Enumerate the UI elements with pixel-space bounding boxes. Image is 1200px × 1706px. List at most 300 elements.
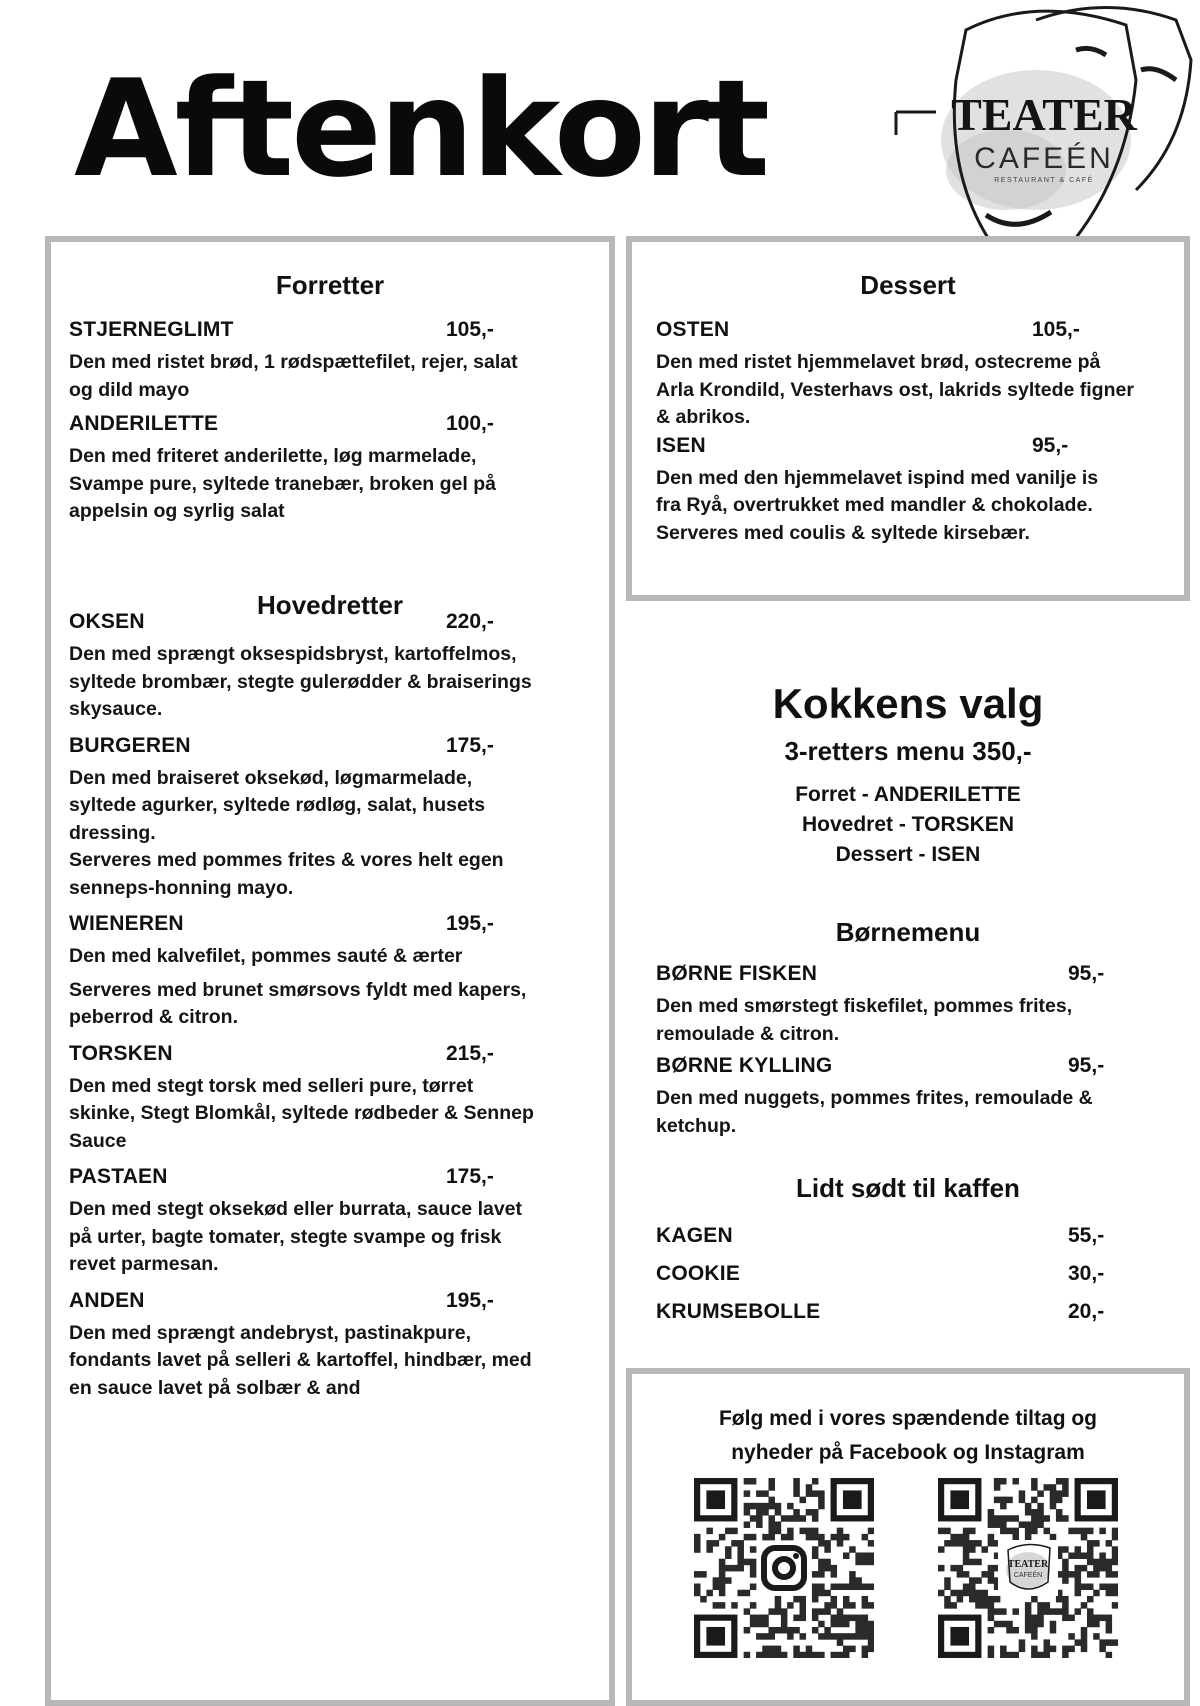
qr-module	[806, 1652, 813, 1658]
qr-module	[818, 1503, 825, 1510]
qr-module	[775, 1652, 782, 1658]
qr-module	[994, 1596, 1001, 1603]
qr-module	[762, 1621, 769, 1628]
qr-module	[1112, 1639, 1118, 1646]
kaffe-item-name: KRUMSEBOLLE	[656, 1300, 821, 1323]
qr-module	[818, 1621, 825, 1628]
hovedretter-item-desc	[69, 641, 532, 724]
bornemenu-item-desc	[656, 1085, 1093, 1140]
qr-module	[950, 1534, 957, 1541]
qr-module	[756, 1621, 763, 1628]
qr-module	[994, 1608, 1001, 1615]
instagram-icon	[758, 1542, 810, 1594]
qr-module	[824, 1565, 831, 1572]
qr-module	[1031, 1646, 1038, 1653]
qr-module	[1012, 1528, 1019, 1535]
qr-module	[824, 1540, 831, 1547]
qr-module	[975, 1540, 982, 1547]
hovedretter-item-desc-line: Serveres med brunet smørsovs fyldt med kapers,	[69, 978, 527, 1001]
qr-module	[837, 1540, 844, 1547]
qr-module	[1112, 1534, 1118, 1541]
hovedretter-item-name: BURGEREN	[69, 733, 191, 757]
qr-module	[812, 1534, 819, 1541]
qr-finder	[706, 1627, 725, 1646]
qr-module	[843, 1652, 850, 1658]
qr-module	[1037, 1608, 1044, 1615]
qr-finder	[706, 1490, 725, 1509]
qr-module	[1087, 1559, 1094, 1566]
qr-module	[843, 1615, 850, 1622]
qr-module	[750, 1534, 757, 1541]
qr-module	[981, 1590, 988, 1597]
qr-module	[1000, 1478, 1007, 1485]
qr-module	[981, 1596, 988, 1603]
qr-module	[737, 1546, 744, 1553]
qr-module	[750, 1559, 757, 1566]
qr-module	[1087, 1552, 1094, 1559]
dessert-item-desc	[656, 465, 1098, 548]
qr-module	[831, 1615, 838, 1622]
qr-module	[831, 1602, 838, 1609]
qr-module	[719, 1571, 726, 1578]
dessert-item-desc-line: Serveres med coulis & syltede kirsebær.	[656, 521, 1030, 544]
qr-module	[706, 1590, 713, 1597]
qr-module	[756, 1615, 763, 1622]
hovedretter-item-desc-line: skinke, Stegt Blomkål, syltede rødbeder & Sennep	[69, 1102, 534, 1124]
qr-module	[818, 1565, 825, 1572]
qr-module	[1031, 1528, 1038, 1535]
qr-module	[1062, 1608, 1069, 1615]
qr-module	[849, 1546, 856, 1553]
qr-module	[1044, 1652, 1051, 1658]
qr-module	[824, 1590, 831, 1597]
qr-module	[800, 1633, 807, 1640]
follow-panel	[626, 1368, 1190, 1706]
qr-module	[1112, 1571, 1118, 1578]
qr-module	[1099, 1528, 1106, 1535]
qr-module	[812, 1608, 819, 1615]
qr-module	[793, 1596, 800, 1603]
qr-module	[862, 1559, 869, 1566]
hovedretter-item-desc-line: en sauce lavet på solbær & and	[69, 1376, 361, 1399]
qr-module	[762, 1490, 769, 1497]
qr-module	[1099, 1639, 1106, 1646]
qr-module	[731, 1540, 738, 1547]
qr-module	[1087, 1528, 1094, 1535]
qr-module	[1056, 1515, 1063, 1522]
qr-module	[1006, 1652, 1013, 1658]
qr-module	[1056, 1509, 1063, 1516]
qr-module	[1000, 1497, 1007, 1504]
kokkens-valg-line: Forret - ANDERILETTE	[795, 783, 1021, 806]
qr-module	[812, 1509, 819, 1516]
qr-module	[988, 1608, 995, 1615]
hovedretter-item-name: ANDEN	[69, 1288, 145, 1312]
qr-module	[868, 1621, 874, 1628]
qr-module	[744, 1490, 751, 1497]
qr-module	[988, 1646, 995, 1653]
qr-module	[725, 1577, 732, 1584]
hovedretter-item-desc-line: Den med stegt oksekød eller burrata, sauce lavet	[69, 1198, 523, 1220]
qr-module	[1112, 1552, 1118, 1559]
qr-module	[868, 1602, 874, 1609]
hovedretter-item-desc	[69, 765, 504, 903]
qr-module	[849, 1571, 856, 1578]
qr-module	[1025, 1602, 1032, 1609]
qr-module	[824, 1559, 831, 1566]
qr-module	[1031, 1515, 1038, 1522]
qr-module	[1075, 1528, 1082, 1535]
qr-module	[781, 1608, 788, 1615]
qr-module	[756, 1509, 763, 1516]
qr-module	[713, 1602, 720, 1609]
qr-module	[1093, 1590, 1100, 1597]
qr-module	[969, 1559, 976, 1566]
qr-module	[855, 1615, 862, 1622]
kokkens-valg-line: Dessert - ISEN	[835, 843, 981, 866]
qr-module	[768, 1515, 775, 1522]
qr-module	[944, 1577, 951, 1584]
qr-module	[787, 1515, 794, 1522]
qr-module	[862, 1596, 869, 1603]
qr-module	[1044, 1646, 1051, 1653]
qr-module	[862, 1615, 869, 1622]
qr-module	[963, 1571, 970, 1578]
qr-module	[868, 1559, 874, 1566]
qr-module	[950, 1565, 957, 1572]
qr-module	[1037, 1490, 1044, 1497]
qr-module	[862, 1621, 869, 1628]
qr-module	[868, 1627, 874, 1634]
qr-module	[994, 1484, 1001, 1491]
qr-module	[744, 1478, 751, 1485]
qr-module	[837, 1621, 844, 1628]
qr-finder	[950, 1490, 969, 1509]
qr-module	[1062, 1484, 1069, 1491]
qr-module	[719, 1584, 726, 1591]
qr-module	[868, 1646, 874, 1653]
qr-module	[1093, 1559, 1100, 1566]
qr-module	[843, 1602, 850, 1609]
qr-module	[1062, 1565, 1069, 1572]
qr-module	[744, 1503, 751, 1510]
qr-module	[944, 1584, 951, 1591]
qr-module	[812, 1571, 819, 1578]
qr-module	[706, 1528, 713, 1535]
qr-module	[831, 1633, 838, 1640]
qr-module	[831, 1565, 838, 1572]
instagram-qr-code[interactable]	[694, 1478, 874, 1658]
hovedretter-item-desc-line: syltede brombær, stegte gulerødder & braiserings	[69, 670, 532, 693]
hovedretter-item-price: 215,-	[446, 1041, 494, 1065]
qr-module	[1062, 1602, 1069, 1609]
qr-module	[1050, 1534, 1057, 1541]
dessert-item-price: 105,-	[1032, 318, 1080, 341]
bornemenu-item-name: BØRNE KYLLING	[656, 1054, 833, 1077]
qr-module	[1031, 1484, 1038, 1491]
qr-module	[1000, 1515, 1007, 1522]
qr-module	[868, 1528, 874, 1535]
forretter-item-price: 105,-	[446, 318, 494, 341]
qr-module	[1037, 1503, 1044, 1510]
forretter-item-desc	[69, 349, 518, 404]
qr-module	[1044, 1484, 1051, 1491]
qr-module	[988, 1571, 995, 1578]
qr-module	[963, 1528, 970, 1535]
qr-module	[950, 1540, 957, 1547]
qr-module	[1037, 1621, 1044, 1628]
hovedretter-item-desc-line: syltede agurker, syltede rødløg, salat, husets	[69, 794, 486, 816]
qr-module	[1106, 1652, 1113, 1658]
qr-module	[1087, 1584, 1094, 1591]
qr-module	[831, 1571, 838, 1578]
qr-module	[768, 1497, 775, 1504]
qr-module	[1093, 1540, 1100, 1547]
qr-module	[768, 1633, 775, 1640]
qr-module	[737, 1590, 744, 1597]
qr-module	[824, 1602, 831, 1609]
qr-module	[1112, 1584, 1118, 1591]
qr-module	[994, 1621, 1001, 1628]
qr-module	[988, 1534, 995, 1541]
qr-module	[1062, 1646, 1069, 1653]
qr-module	[818, 1608, 825, 1615]
qr-module	[1000, 1503, 1007, 1510]
hovedretter-item-desc-line: Serveres med pommes frites & vores helt egen	[69, 849, 504, 871]
qr-module	[800, 1497, 807, 1504]
qr-module	[988, 1515, 995, 1522]
qr-module	[988, 1577, 995, 1584]
qr-module	[1087, 1621, 1094, 1628]
qr-module	[1037, 1615, 1044, 1622]
qr-module	[843, 1534, 850, 1541]
hovedretter-item-price: 175,-	[446, 733, 494, 757]
qr-module	[768, 1608, 775, 1615]
qr-module	[1056, 1596, 1063, 1603]
forretter-item-desc	[69, 443, 496, 526]
qr-module	[1087, 1571, 1094, 1578]
qr-module	[775, 1521, 782, 1528]
qr-module	[750, 1503, 757, 1510]
qr-module	[957, 1534, 964, 1541]
qr-module	[818, 1584, 825, 1591]
qr-module	[1106, 1627, 1113, 1634]
qr-module	[818, 1652, 825, 1658]
qr-module	[849, 1584, 856, 1591]
qr-module	[1099, 1559, 1106, 1566]
qr-module	[750, 1565, 757, 1572]
qr-module	[800, 1615, 807, 1622]
hovedretter-item-desc	[69, 943, 462, 971]
qr-module	[994, 1478, 1001, 1485]
qr-module	[837, 1608, 844, 1615]
qr-module	[775, 1646, 782, 1653]
kokkens-valg-line: Hovedret - TORSKEN	[802, 813, 1014, 836]
qr-module	[1093, 1571, 1100, 1578]
qr-module	[1019, 1646, 1026, 1653]
qr-module	[787, 1602, 794, 1609]
qr-module	[793, 1652, 800, 1658]
qr-module	[744, 1509, 751, 1516]
qr-module	[762, 1534, 769, 1541]
hovedretter-item-name: PASTAEN	[69, 1165, 168, 1188]
qr-module	[963, 1546, 970, 1553]
qr-module	[1068, 1528, 1075, 1535]
qr-module	[768, 1503, 775, 1510]
qr-module	[694, 1571, 701, 1578]
kaffe-item-price: 30,-	[1068, 1262, 1105, 1285]
qr-module	[1044, 1515, 1051, 1522]
qr-module	[800, 1528, 807, 1535]
qr-module	[1044, 1528, 1051, 1535]
qr-module	[1087, 1596, 1094, 1603]
qr-module	[1006, 1627, 1013, 1634]
qr-module	[963, 1552, 970, 1559]
qr-module	[793, 1515, 800, 1522]
qr-module	[950, 1602, 957, 1609]
qr-module	[762, 1633, 769, 1640]
hovedretter-item-desc-line: Den med sprængt andebryst, pastinakpure,	[69, 1321, 472, 1344]
qr-module	[750, 1615, 757, 1622]
qr-module	[1025, 1521, 1032, 1528]
qr-module	[737, 1552, 744, 1559]
qr-module	[837, 1584, 844, 1591]
kaffe-item-name: KAGEN	[656, 1224, 733, 1247]
forretter-item-name: STJERNEGLIMT	[69, 318, 234, 341]
qr-module	[1050, 1621, 1057, 1628]
qr-module	[768, 1652, 775, 1658]
qr-module	[775, 1596, 782, 1603]
qr-module	[1093, 1565, 1100, 1572]
qr-module	[800, 1602, 807, 1609]
bornemenu-item-name: BØRNE FISKEN	[656, 962, 818, 985]
svg-text:CAFEÉN: CAFEÉN	[1013, 1572, 1043, 1579]
qr-module	[1106, 1559, 1113, 1566]
hovedretter-item-desc-line: senneps-honning mayo.	[69, 876, 294, 899]
bornemenu-item-price: 95,-	[1068, 962, 1105, 985]
qr-module	[963, 1540, 970, 1547]
qr-module	[994, 1515, 1001, 1522]
qr-module	[824, 1608, 831, 1615]
qr-module	[862, 1633, 869, 1640]
qr-module	[849, 1615, 856, 1622]
qr-module	[988, 1615, 995, 1622]
qr-module	[1106, 1615, 1113, 1622]
dessert-item-desc-line: & abrikos.	[656, 406, 751, 428]
qr-module	[793, 1615, 800, 1622]
qr-module	[1081, 1602, 1088, 1609]
qr-module	[994, 1521, 1001, 1528]
qr-module	[843, 1584, 850, 1591]
qr-module	[862, 1627, 869, 1634]
qr-module	[1093, 1621, 1100, 1628]
hovedretter-item-desc-line: skysauce.	[69, 698, 163, 720]
qr-module	[1050, 1497, 1057, 1504]
qr-module	[1019, 1639, 1026, 1646]
qr-module	[812, 1652, 819, 1658]
qr-module	[806, 1528, 813, 1535]
bornemenu-item-desc-line: ketchup.	[656, 1114, 737, 1137]
qr-module	[824, 1633, 831, 1640]
qr-module	[1081, 1646, 1088, 1653]
hovedretter-item-desc-line: dressing.	[69, 821, 156, 844]
qr-module	[713, 1584, 720, 1591]
qr-module	[744, 1608, 751, 1615]
qr-module	[957, 1540, 964, 1547]
qr-module	[1087, 1540, 1094, 1547]
dessert-item-desc-line: Den med ristet hjemmelavet brød, ostecreme på	[656, 351, 1101, 373]
qr-module	[1031, 1615, 1038, 1622]
qr-module	[800, 1608, 807, 1615]
qr-module	[750, 1602, 757, 1609]
qr-module	[775, 1528, 782, 1535]
bornemenu-title: Børnemenu	[835, 917, 981, 947]
qr-module	[975, 1559, 982, 1566]
qr-module	[849, 1633, 856, 1640]
hovedretter-item-desc-line: peberrod & citron.	[69, 1006, 239, 1028]
qr-module	[1025, 1528, 1032, 1535]
qr-module	[1093, 1633, 1100, 1640]
qr-module	[1012, 1534, 1019, 1541]
qr-module	[1025, 1503, 1032, 1510]
hovedretter-item-price: 195,-	[446, 912, 494, 935]
qr-module	[812, 1590, 819, 1597]
forretter-item-desc-line: og dild mayo	[69, 378, 190, 401]
qr-module	[938, 1590, 945, 1597]
qr-module	[963, 1584, 970, 1591]
hovedretter-item-name: OKSEN	[69, 610, 145, 633]
qr-module	[1099, 1552, 1106, 1559]
qr-module	[1050, 1608, 1057, 1615]
qr-module	[713, 1540, 720, 1547]
qr-module	[800, 1652, 807, 1658]
qr-module	[768, 1478, 775, 1485]
qr-module	[706, 1546, 713, 1553]
qr-module	[1000, 1528, 1007, 1535]
qr-module	[988, 1540, 995, 1547]
qr-module	[855, 1552, 862, 1559]
qr-module	[775, 1503, 782, 1510]
qr-module	[812, 1478, 819, 1485]
qr-module	[824, 1627, 831, 1634]
qr-module	[1075, 1565, 1082, 1572]
qr-module	[1000, 1652, 1007, 1658]
qr-module	[818, 1590, 825, 1597]
qr-module	[731, 1528, 738, 1535]
qr-module	[1075, 1571, 1082, 1578]
qr-module	[725, 1565, 732, 1572]
hovedretter-item-desc	[69, 1196, 522, 1279]
qr-module	[1019, 1497, 1026, 1504]
qr-module	[756, 1521, 763, 1528]
qr-module	[756, 1515, 763, 1522]
qr-module	[1050, 1484, 1057, 1491]
qr-module	[744, 1559, 751, 1566]
hovedretter-item-price: 175,-	[446, 1165, 494, 1188]
qr-module	[868, 1552, 874, 1559]
qr-module	[781, 1627, 788, 1634]
qr-module	[812, 1584, 819, 1591]
qr-module	[1087, 1608, 1094, 1615]
qr-module	[793, 1478, 800, 1485]
qr-module	[862, 1602, 869, 1609]
facebook-qr-code[interactable]	[938, 1478, 1118, 1658]
qr-module	[1062, 1490, 1069, 1497]
dessert-item-name: OSTEN	[656, 318, 730, 341]
qr-module	[1075, 1546, 1082, 1553]
qr-module	[756, 1633, 763, 1640]
qr-module	[862, 1534, 869, 1541]
